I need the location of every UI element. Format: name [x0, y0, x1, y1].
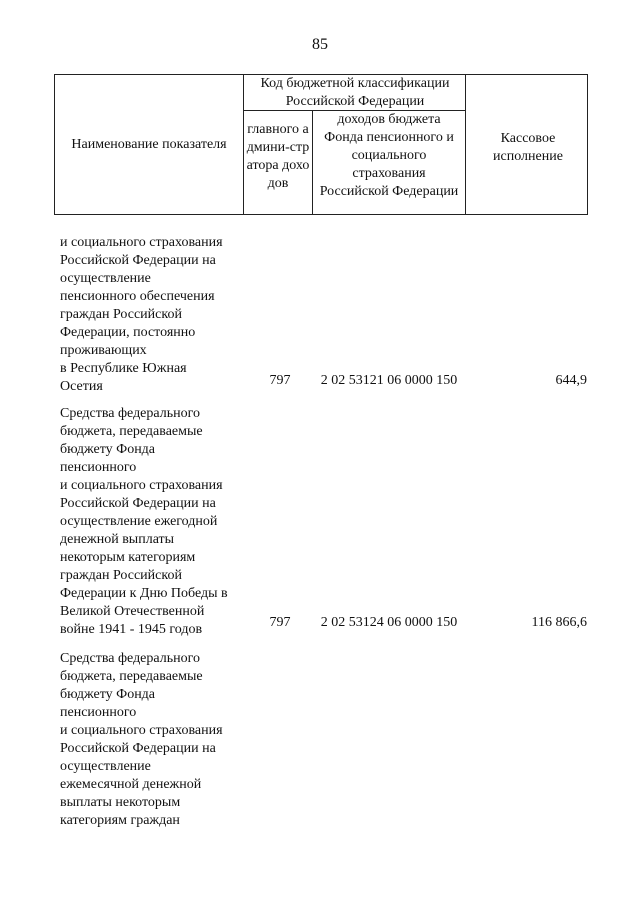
- row-amount: 644,9: [555, 373, 587, 388]
- row-indicator-name: и социального страхования Российской Федерации на осуществление пенсионного обеспечения граждан Российской Федерации, постоянно проживающих в Республике Южная Осетия: [60, 235, 223, 394]
- header-col-amount: Кассовое исполнение: [493, 131, 563, 164]
- row-admin-code: 797: [269, 615, 291, 630]
- header-left-border: [54, 74, 55, 215]
- header-bottom-border: [54, 214, 588, 215]
- header-divider-name: [243, 74, 244, 215]
- header-divider-amount: [465, 74, 466, 215]
- row-indicator-name: Средства федерального бюджета, передаваемые бюджету Фонда пенсионного и социального страхования Российской Федерации на осуществление ежемесячной денежной выплаты некоторым категориям граждан: [60, 651, 223, 828]
- header-col-group: Код бюджетной классификации Российской Федерации: [260, 76, 450, 109]
- header-col-admin: главного админи-стратора доходов: [246, 122, 310, 191]
- row-indicator-name: Средства федерального бюджета, передаваемые бюджету Фонда пенсионного и социального страхования Российской Федерации на осуществление ежегодной денежной выплаты некоторым категориям граждан Российской Федерации к Дню Победы в Великой Отечественной войне 1941 - 1945 годов: [60, 406, 228, 637]
- row-admin-code: 797: [269, 373, 291, 388]
- header-col-name: Наименование показателя: [71, 137, 227, 152]
- row-income-code: 2 02 53121 06 0000 150: [320, 373, 458, 388]
- row-amount: 116 866,6: [531, 615, 587, 630]
- page-number: 85: [312, 36, 328, 53]
- row-income-code: 2 02 53124 06 0000 150: [320, 615, 458, 630]
- header-divider-admin: [312, 110, 313, 215]
- header-right-border: [587, 74, 588, 215]
- header-col-income: доходов бюджета Фонда пенсионного и социального страхования Российской Федерации: [319, 112, 459, 199]
